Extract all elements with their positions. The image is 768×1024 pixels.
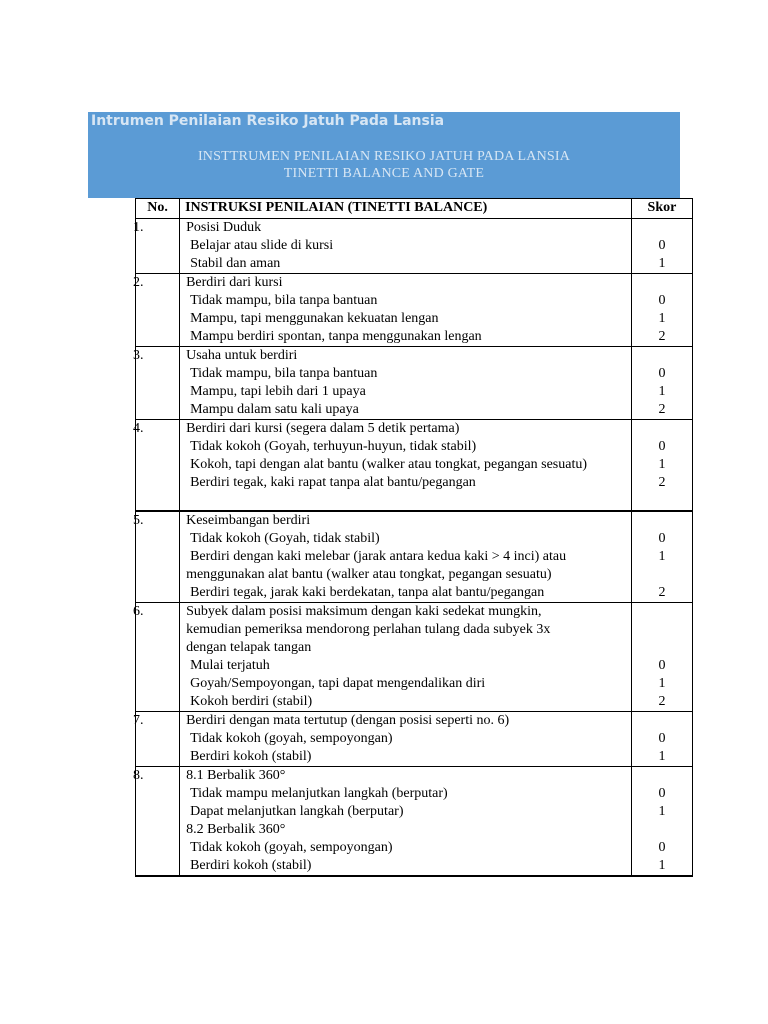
item-number-label: 4. [133, 421, 144, 436]
item-number-label: 8. [133, 768, 144, 783]
instruction-option: Mampu, tapi lebih dari 1 upaya [190, 384, 366, 399]
score-cell [631, 511, 692, 603]
score-value: 2 [658, 585, 666, 600]
instruction-heading: 8.1 Berbalik 360° [186, 768, 286, 783]
score-cell [631, 603, 692, 712]
score-value: 0 [658, 786, 666, 801]
instruction-heading: Usaha untuk berdiri [186, 348, 298, 363]
score-value: 0 [658, 439, 666, 454]
instruction-option: Goyah/Sempoyongan, tapi dapat mengendalikan diri [190, 676, 486, 691]
table-body [133, 219, 693, 877]
score-cell [631, 347, 692, 420]
instruction-option: Berdiri tegak, jarak kaki berdekatan, tanpa alat bantu/pegangan [190, 585, 545, 600]
item-number [133, 274, 180, 347]
instruction-option: Tidak mampu melanjutkan langkah (berputar) [190, 786, 448, 801]
score-value [632, 821, 692, 839]
instruction-option: Stabil dan aman [190, 256, 281, 271]
instruction-option: Tidak kokoh (goyah, sempoyongan) [190, 731, 393, 746]
instruction-heading: Berdiri dari kursi [186, 275, 283, 290]
score-value [632, 621, 692, 639]
score-value: 0 [658, 238, 666, 253]
score-value: 2 [658, 475, 666, 490]
item-number-label: 6. [133, 604, 144, 619]
instruction-option: kemudian pemeriksa mendorong perlahan tulang dada subyek 3x [186, 622, 551, 637]
instruction-option: Mampu dalam satu kali upaya [190, 402, 359, 417]
instruction-heading: Berdiri dari kursi (segera dalam 5 detik pertama) [186, 421, 460, 436]
instruction-cell [180, 767, 632, 877]
item-number [133, 603, 180, 712]
score-value: 2 [658, 402, 666, 417]
score-value: 0 [658, 531, 666, 546]
instruction-option: Berdiri kokoh (stabil) [190, 858, 312, 873]
instruction-option: Tidak mampu, bila tanpa bantuan [190, 293, 378, 308]
table-row [136, 347, 693, 420]
score-value: 0 [658, 840, 666, 855]
score-value: 1 [658, 676, 666, 691]
instruction-option: menggunakan alat bantu (walker atau tongkat, pegangan sesuatu) [186, 567, 552, 582]
instruction-option: Tidak mampu, bila tanpa bantuan [190, 366, 378, 381]
score-cell [631, 712, 692, 767]
score-value [632, 566, 692, 584]
score-cell [631, 274, 692, 347]
header-banner [88, 112, 680, 198]
item-number-label: 1. [133, 220, 144, 235]
table-row [136, 511, 693, 603]
score-value [632, 767, 692, 785]
item-number [133, 219, 180, 274]
score-value: 1 [658, 457, 666, 472]
item-number [133, 712, 180, 767]
item-number-label: 3. [133, 348, 144, 363]
score-value: 0 [658, 658, 666, 673]
instruction-option: Berdiri tegak, kaki rapat tanpa alat bantu/pegangan [190, 475, 476, 490]
score-value: 1 [658, 256, 666, 271]
item-number-label: 2. [133, 275, 144, 290]
table-row [136, 274, 693, 347]
instruction-option: dengan telapak tangan [186, 640, 312, 655]
instruction-option: Mampu, tapi menggunakan kekuatan lengan [190, 311, 439, 326]
assessment-table [135, 198, 693, 877]
instruction-cell [180, 511, 632, 603]
column-header-no: No. [136, 199, 180, 219]
instruction-option: Tidak kokoh (Goyah, terhuyun-huyun, tidak stabil) [190, 439, 477, 454]
score-value: 2 [658, 694, 666, 709]
item-number [133, 347, 180, 420]
score-cell [631, 219, 692, 274]
instruction-heading: Posisi Duduk [186, 220, 262, 235]
score-value: 1 [658, 858, 666, 873]
score-value [632, 347, 692, 365]
score-value [632, 274, 692, 292]
score-value: 1 [658, 749, 666, 764]
table-row [136, 767, 693, 877]
instruction-option: Dapat melanjutkan langkah (berputar) [190, 804, 404, 819]
score-value [632, 492, 692, 510]
table-row [136, 420, 693, 512]
instruction-cell [180, 347, 632, 420]
instruction-cell [180, 274, 632, 347]
score-cell [631, 767, 692, 877]
score-value [632, 512, 692, 530]
banner-heading-line1: INSTTRUMEN PENILAIAN RESIKO JATUH PADA LANSIA [197, 149, 571, 164]
score-value [632, 420, 692, 438]
instruction-heading: Berdiri dengan mata tertutup (dengan posisi seperti no. 6) [186, 713, 510, 728]
instruction-cell [180, 420, 632, 512]
score-value [632, 603, 692, 621]
instruction-option: Mampu berdiri spontan, tanpa menggunakan lengan [190, 329, 482, 344]
instruction-option: Kokoh, tapi dengan alat bantu (walker atau tongkat, pegangan sesuatu) [190, 457, 587, 472]
table-row [136, 603, 693, 712]
score-value: 2 [658, 329, 666, 344]
score-value: 1 [658, 311, 666, 326]
instruction-heading: Subyek dalam posisi maksimum dengan kaki sedekat mungkin, [186, 604, 542, 619]
instruction-option: Kokoh berdiri (stabil) [190, 694, 313, 709]
column-header-instruction: INSTRUKSI PENILAIAN (TINETTI BALANCE) [180, 199, 632, 219]
instruction-option: Tidak kokoh (goyah, sempoyongan) [190, 840, 393, 855]
instruction-option: 8.2 Berbalik 360° [186, 822, 286, 837]
instruction-heading: Keseimbangan berdiri [186, 513, 311, 528]
item-number [133, 420, 180, 512]
score-value [632, 219, 692, 237]
item-number [133, 511, 180, 603]
score-value [632, 639, 692, 657]
table-row [136, 712, 693, 767]
score-value: 1 [658, 384, 666, 399]
score-value: 1 [658, 804, 666, 819]
table-header-row [136, 199, 693, 219]
instruction-cell [180, 712, 632, 767]
item-number [133, 767, 180, 877]
instruction-cell [180, 219, 632, 274]
banner-heading-line2: TINETTI BALANCE AND GATE [283, 166, 485, 181]
score-cell [631, 420, 692, 512]
instruction-option: Belajar atau slide di kursi [190, 238, 334, 253]
instruction-option: Berdiri kokoh (stabil) [190, 749, 312, 764]
score-value: 0 [658, 293, 666, 308]
item-number-label: 5. [133, 513, 144, 528]
score-value [632, 712, 692, 730]
instruction-option: Tidak kokoh (Goyah, tidak stabil) [190, 531, 380, 546]
instruction-option [186, 492, 631, 510]
instruction-cell [180, 603, 632, 712]
document-title: Intrumen Penilaian Resiko Jatuh Pada Lansia [91, 113, 445, 129]
score-value: 0 [658, 366, 666, 381]
score-value: 1 [658, 549, 666, 564]
column-header-score: Skor [631, 199, 692, 219]
score-value: 0 [658, 731, 666, 746]
instruction-option: Mulai terjatuh [190, 658, 270, 673]
item-number-label: 7. [133, 713, 144, 728]
instruction-option: Berdiri dengan kaki melebar (jarak antara kedua kaki > 4 inci) atau [190, 549, 567, 564]
table-row [136, 219, 693, 274]
